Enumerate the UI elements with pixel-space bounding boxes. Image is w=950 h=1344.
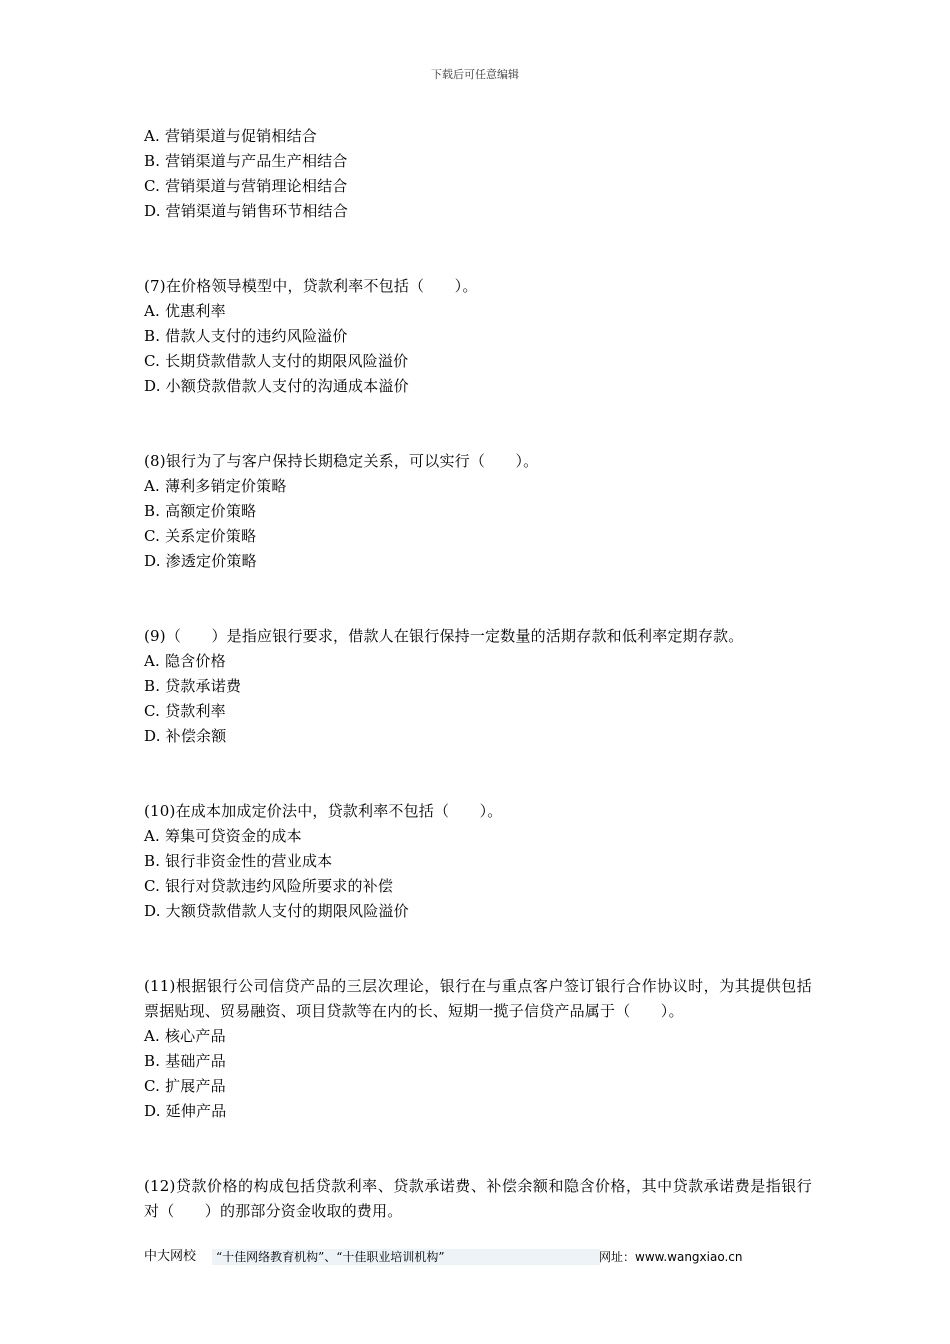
option-b: B. 高额定价策略 <box>144 502 257 520</box>
option-6d: D. 营销渠道与销售环节相结合 <box>144 202 349 220</box>
option-a: A. 隐含价格 <box>144 652 226 670</box>
option-c: C. 银行对贷款违约风险所要求的补偿 <box>144 877 394 895</box>
option-d: D. 大额贷款借款人支付的期限风险溢价 <box>144 902 409 920</box>
page-header: 下载后可任意编辑 <box>431 68 519 81</box>
option-b: B. 基础产品 <box>144 1052 226 1070</box>
option-b: B. 贷款承诺费 <box>144 677 242 695</box>
question-6-options <box>144 124 812 224</box>
option-c: C. 长期贷款借款人支付的期限风险溢价 <box>144 352 409 370</box>
option-a: A. 筹集可贷资金的成本 <box>144 827 302 845</box>
option-6a: A. 营销渠道与促销相结合 <box>144 127 317 145</box>
option-c: C. 贷款利率 <box>144 702 226 720</box>
option-d: D. 小额贷款借款人支付的沟通成本溢价 <box>144 377 409 395</box>
footer-website: 网址：www.wangxiao.cn <box>599 1250 743 1264</box>
footer-brand: 中大网校 <box>144 1249 197 1264</box>
question-stem: (8)银行为了与客户保持长期稳定关系，可以实行（ ）。 <box>144 452 539 470</box>
question-stem: (10)在成本加成定价法中，贷款利率不包括（ ）。 <box>144 802 503 820</box>
document-body <box>144 124 812 1224</box>
question-stem: (11)根据银行公司信贷产品的三层次理论，银行在与重点客户签订银行合作协议时，为其提供包括票据贴现、贸易融资、项目贷款等在内的长、短期一揽子信贷产品属于（ ）。 <box>144 977 812 1020</box>
option-d: D. 补偿余额 <box>144 727 227 745</box>
option-c: C. 关系定价策略 <box>144 527 257 545</box>
option-6c: C. 营销渠道与营销理论相结合 <box>144 177 348 195</box>
option-d: D. 延伸产品 <box>144 1102 227 1120</box>
option-b: B. 银行非资金性的营业成本 <box>144 852 333 870</box>
page-footer <box>144 1248 812 1266</box>
question-12 <box>144 1174 812 1224</box>
option-a: A. 优惠利率 <box>144 302 226 320</box>
option-6b: B. 营销渠道与产品生产相结合 <box>144 152 348 170</box>
question-stem: (12)贷款价格的构成包括贷款利率、贷款承诺费、补偿余额和隐含价格，其中贷款承诺费是指银行对（ ）的那部分资金收取的费用。 <box>144 1177 812 1220</box>
question-11 <box>144 974 812 1124</box>
option-c: C. 扩展产品 <box>144 1077 226 1095</box>
question-stem: (9)（ ）是指应银行要求，借款人在银行保持一定数量的活期存款和低利率定期存款。 <box>144 627 744 645</box>
option-a: A. 薄利多销定价策略 <box>144 477 287 495</box>
option-b: B. 借款人支付的违约风险溢价 <box>144 327 348 345</box>
question-9 <box>144 624 812 749</box>
option-a: A. 核心产品 <box>144 1027 226 1045</box>
footer-slogan: “十佳网络教育机构”、“十佳职业培训机构” <box>212 1249 600 1265</box>
question-8 <box>144 449 812 574</box>
question-10 <box>144 799 812 924</box>
option-d: D. 渗透定价策略 <box>144 552 257 570</box>
question-7 <box>144 274 812 399</box>
question-stem: (7)在价格领导模型中，贷款利率不包括（ ）。 <box>144 277 478 295</box>
